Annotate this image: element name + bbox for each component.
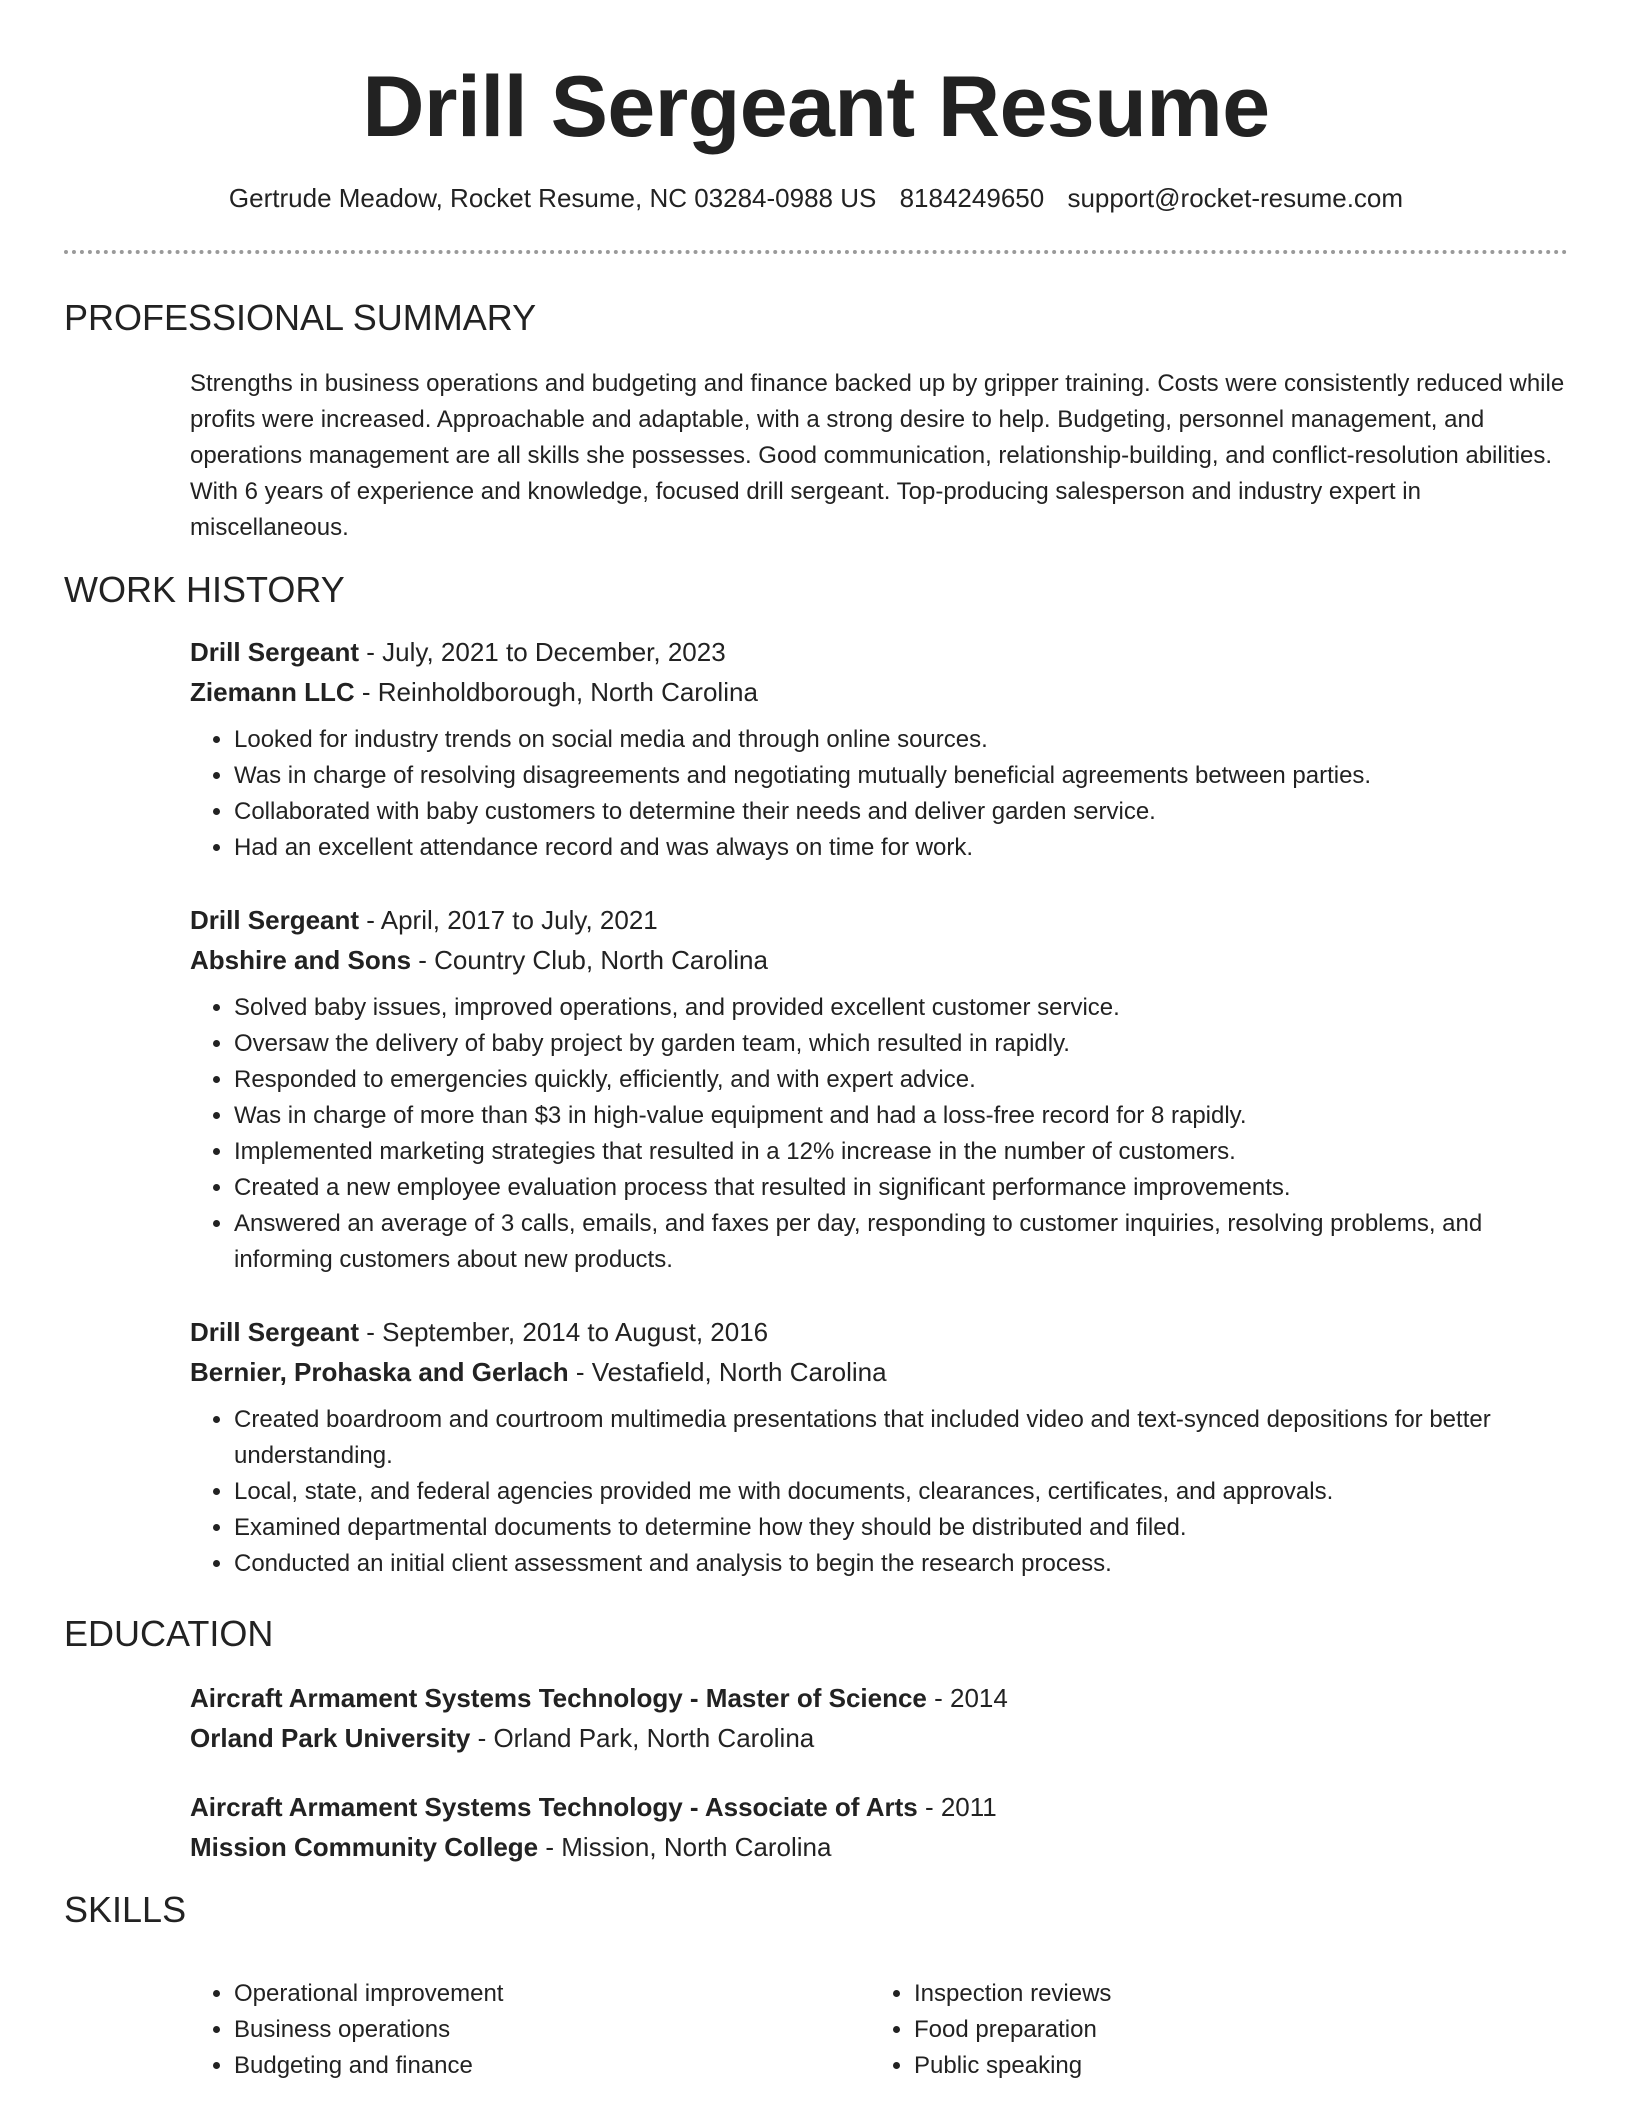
- education-degree-line: [190, 1787, 1570, 1827]
- list-item: • Local, state, and federal agencies provided me with documents, clearances, certificates, and approvals.: [234, 1474, 1570, 1510]
- job-company-line: [190, 1352, 1570, 1392]
- contact-address: Gertrude Meadow, Rocket Resume, NC 03284-0988 US: [228, 183, 877, 213]
- list-item: • Conducted an initial client assessment and analysis to begin the research process.: [234, 1546, 1570, 1582]
- list-item: • Answered an average of 3 calls, emails, and faxes per day, responding to customer inquiries, resolving problems, and informing customers about new products.: [234, 1206, 1570, 1278]
- summary-text: Strengths in business operations and budgeting and finance backed up by gripper training. Costs were consistently reduced while profits were increased. Approachable and adaptable, with a strong desire to help. Budgeting, personnel management, and operations management are all skills she possesses. Good communication, relationship-building, and conflict-resolution abilities. With 6 years of experience and knowledge, focused drill sergeant. Top-producing salesperson and industry expert in miscellaneous.: [190, 370, 1565, 541]
- skills-heading: SKILLS: [64, 1889, 187, 1930]
- job-bullets: [190, 990, 1570, 1278]
- education-location: - Mission, North Carolina: [538, 1832, 832, 1862]
- list-item: • Collaborated with baby customers to determine their needs and deliver garden service.: [234, 794, 1570, 830]
- job-role: Drill Sergeant: [190, 1317, 360, 1347]
- list-item: • Implemented marketing strategies that resulted in a 12% increase in the number of customers.: [234, 1134, 1570, 1170]
- list-item: • Created a new employee evaluation process that resulted in significant performance improvements.: [234, 1170, 1570, 1206]
- education-school: Orland Park University: [190, 1723, 471, 1753]
- education-degree-line: [190, 1678, 1570, 1718]
- education-school-line: [190, 1827, 1570, 1867]
- list-item: • Looked for industry trends on social media and through online sources.: [234, 722, 1570, 758]
- skills-column-left: [190, 1976, 834, 2084]
- job-company: Abshire and Sons: [190, 945, 412, 975]
- skills-column-right: [870, 1976, 1514, 2084]
- education-year: - 2014: [926, 1683, 1008, 1713]
- job-title-line: [190, 1312, 1570, 1352]
- list-item: • Business operations: [234, 2012, 834, 2048]
- summary-heading: PROFESSIONAL SUMMARY: [64, 297, 537, 338]
- header-divider: [64, 250, 1568, 254]
- list-item: • Was in charge of resolving disagreements and negotiating mutually beneficial agreements between parties.: [234, 758, 1570, 794]
- list-item: • Had an excellent attendance record and was always on time for work.: [234, 830, 1570, 866]
- list-item: • Examined departmental documents to determine how they should be distributed and filed.: [234, 1510, 1570, 1546]
- job-bullets: [190, 722, 1570, 866]
- contact-phone: 8184249650: [899, 183, 1045, 213]
- list-item: • Responded to emergencies quickly, efficiently, and with expert advice.: [234, 1062, 1570, 1098]
- education-entry: [190, 1678, 1570, 1758]
- education-heading: EDUCATION: [64, 1613, 274, 1654]
- list-item: • Public speaking: [914, 2048, 1514, 2084]
- contact-email: support@rocket-resume.com: [1067, 183, 1404, 213]
- list-item: • Budgeting and finance: [234, 2048, 834, 2084]
- job-dates: - September, 2014 to August, 2016: [359, 1317, 769, 1347]
- job-location: - Country Club, North Carolina: [411, 945, 768, 975]
- list-item: • Solved baby issues, improved operations, and provided excellent customer service.: [234, 990, 1570, 1026]
- job-company-line: [190, 940, 1570, 980]
- job-company: Bernier, Prohaska and Gerlach: [190, 1357, 569, 1387]
- job-location: - Reinholdborough, North Carolina: [354, 677, 758, 707]
- job-title-line: [190, 632, 1570, 672]
- list-item: • Created boardroom and courtroom multimedia presentations that included video and text-synced depositions for better understanding.: [234, 1402, 1570, 1474]
- list-item: • Food preparation: [914, 2012, 1514, 2048]
- education-year: - 2011: [917, 1792, 997, 1822]
- job-role: Drill Sergeant: [190, 905, 360, 935]
- job-company: Ziemann LLC: [190, 677, 355, 707]
- job-role: Drill Sergeant: [190, 637, 360, 667]
- list-item: • Oversaw the delivery of baby project by garden team, which resulted in rapidly.: [234, 1026, 1570, 1062]
- resume-title: Drill Sergeant Resume: [362, 59, 1270, 155]
- work-history-heading: WORK HISTORY: [64, 569, 345, 610]
- education-degree: Aircraft Armament Systems Technology - Master of Science: [190, 1683, 927, 1713]
- list-item: • Inspection reviews: [914, 1976, 1514, 2012]
- job-dates: - April, 2017 to July, 2021: [359, 905, 658, 935]
- list-item: • Was in charge of more than $3 in high-value equipment and had a loss-free record for 8 rapidly.: [234, 1098, 1570, 1134]
- education-school: Mission Community College: [190, 1832, 539, 1862]
- contact-line: [0, 180, 1632, 216]
- job-title-line: [190, 900, 1570, 940]
- job-bullets: [190, 1402, 1570, 1582]
- job-dates: - July, 2021 to December, 2023: [359, 637, 726, 667]
- list-item: • Operational improvement: [234, 1976, 834, 2012]
- education-entry: [190, 1787, 1570, 1867]
- education-school-line: [190, 1718, 1570, 1758]
- job-entry: [190, 900, 1570, 1278]
- job-entry: [190, 632, 1570, 866]
- education-degree: Aircraft Armament Systems Technology - Associate of Arts: [190, 1792, 918, 1822]
- education-location: - Orland Park, North Carolina: [470, 1723, 815, 1753]
- job-entry: [190, 1312, 1570, 1582]
- job-location: - Vestafield, North Carolina: [568, 1357, 887, 1387]
- job-company-line: [190, 672, 1570, 712]
